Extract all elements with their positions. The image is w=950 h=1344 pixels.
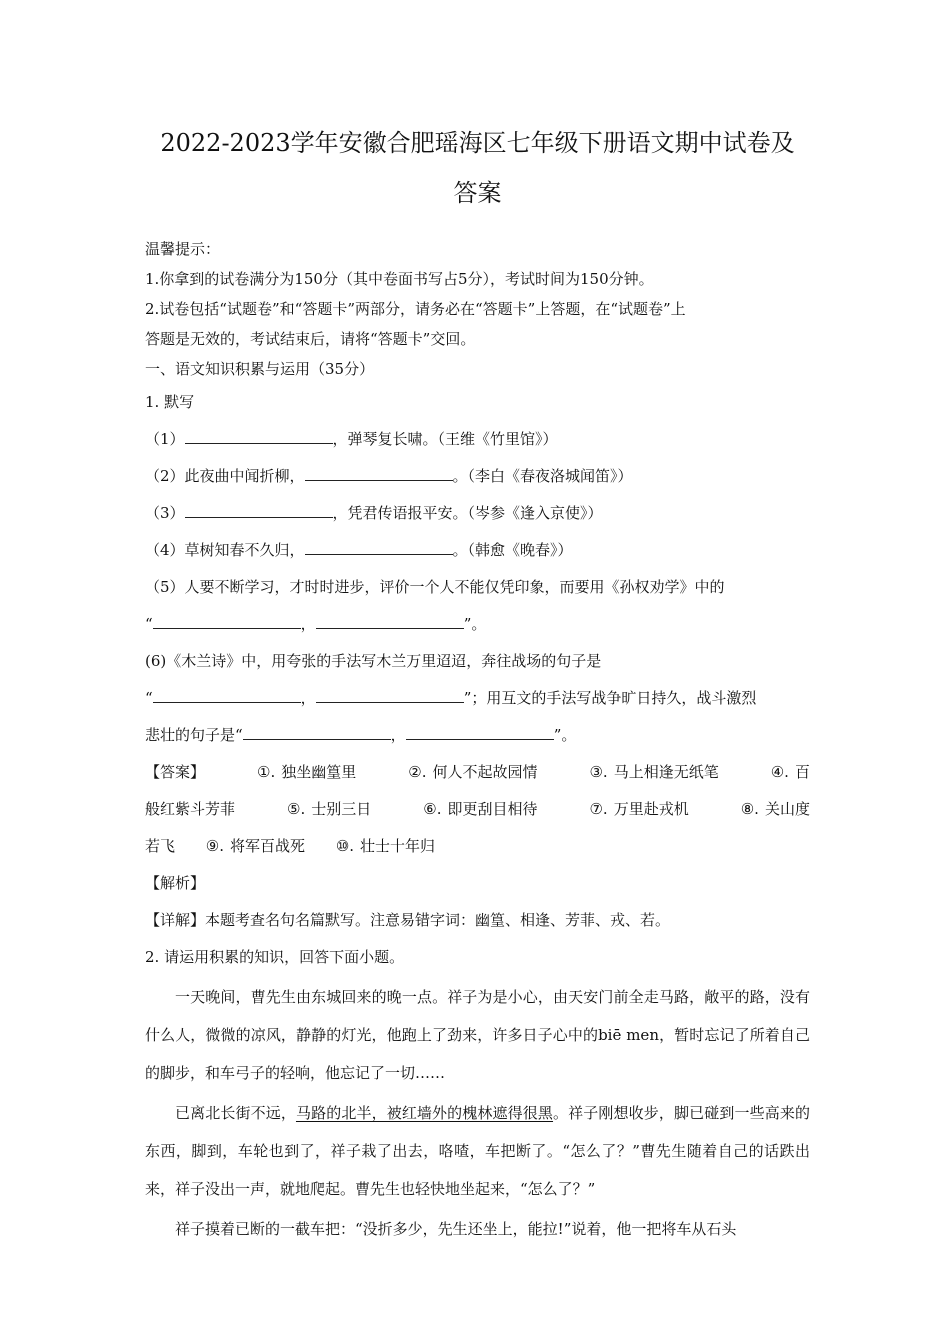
q1-blank-6c xyxy=(243,722,391,740)
tips-item-1: 1.你拿到的试卷满分为150分（其中卷面书写占5分），考试时间为150分钟。 xyxy=(145,270,654,288)
q1-item-6-comma: ， xyxy=(300,689,316,707)
answer-item: 般红紫斗芳菲 xyxy=(145,800,236,818)
q1-item-2 xyxy=(145,458,810,495)
detail-label: 【详解】 xyxy=(145,911,206,929)
q1-item-2-tail: 。（李白《春夜洛城闻笛》） xyxy=(452,467,633,485)
q1-blank-6d xyxy=(406,722,554,740)
question-2-heading: 2. 请运用积累的知识，回答下面小题。 xyxy=(145,948,405,966)
answer-line-2 xyxy=(145,791,810,828)
tips-item-2-line-1: 2.试卷包括“试题卷”和“答题卡”两部分，请务必在“答题卡”上答题，在“试题卷”上 xyxy=(145,300,686,318)
q1-item-3 xyxy=(145,495,810,532)
q1-item-5-open-quote: “ xyxy=(145,615,153,633)
q1-blank-6b xyxy=(316,685,464,703)
passage-paragraph-2 xyxy=(145,1094,810,1208)
tips-heading: 温馨提示： xyxy=(145,240,221,258)
detail-block xyxy=(145,902,810,939)
q1-item-4-text: （4）草树知春不久归， xyxy=(145,541,305,559)
answer-item: ⑥. 即更刮目相待 xyxy=(423,800,538,818)
tips-block xyxy=(145,234,810,354)
answer-block xyxy=(145,754,810,865)
answer-item: 若飞 xyxy=(145,837,176,855)
answer-label: 【答案】 xyxy=(145,763,206,781)
q1-item-6-line-3 xyxy=(145,717,810,754)
answer-item: ③. 马上相逢无纸笔 xyxy=(589,763,719,781)
document-page xyxy=(145,118,810,1248)
q1-item-6-line-1: (6)《木兰诗》中，用夸张的手法写木兰万里迢迢，奔往战场的句子是 xyxy=(145,652,602,670)
page-title xyxy=(145,118,810,218)
q1-blank-4 xyxy=(305,537,453,555)
answer-item: ④. 百 xyxy=(770,763,810,781)
analysis-label: 【解析】 xyxy=(145,874,206,892)
answer-item: ⑤. 士别三日 xyxy=(287,800,372,818)
answer-item: ①. 独坐幽篁里 xyxy=(257,763,357,781)
q1-item-6-line-2 xyxy=(145,680,810,717)
q1-item-1 xyxy=(145,421,810,458)
answer-item: ⑨. 将军百战死 xyxy=(205,837,306,855)
passage-2-text-a: 已离北长街不远， xyxy=(175,1104,296,1122)
q1-item-6-open-quote: “ xyxy=(145,689,153,707)
q1-item-5-close-quote: ”。 xyxy=(463,615,487,633)
q1-item-4 xyxy=(145,532,810,569)
title-line-2: 答案 xyxy=(453,179,502,207)
tips-item-2-line-2: 答题是无效的，考试结束后，请将“答题卡”交回。 xyxy=(145,330,476,348)
q1-blank-2 xyxy=(305,463,453,481)
q1-item-5-line-1: （5）人要不断学习，才时时进步，评价一个人不能仅凭印象，而要用《孙权劝学》中的 xyxy=(145,578,725,596)
question-2 xyxy=(145,939,810,1248)
q1-item-6-text: ”；用互文的手法写战争旷日持久，战斗激烈 xyxy=(463,689,757,707)
q1-item-3-text: ，凭君传语报平安。（岑参《逢入京使》） xyxy=(332,504,603,522)
q1-item-2-text: （2）此夜曲中闻折柳， xyxy=(145,467,305,485)
answer-line-1 xyxy=(145,754,810,791)
q1-blank-5a xyxy=(153,611,301,629)
q1-item-4-tail: 。（韩愈《晚春》） xyxy=(452,541,573,559)
q1-blank-5b xyxy=(316,611,464,629)
q1-item-5-line-2 xyxy=(145,606,810,643)
answer-item: ⑩. 壮士十年归 xyxy=(335,837,436,855)
q1-blank-6a xyxy=(153,685,301,703)
title-line-1: 2022-2023学年安徽合肥瑶海区七年级下册语文期中试卷及 xyxy=(160,129,795,157)
q1-item-5-comma: ， xyxy=(300,615,316,633)
detail-text: 本题考查名句名篇默写。注意易错字词：幽篁、相逢、芳菲、戎、若。 xyxy=(205,911,671,929)
q1-blank-3 xyxy=(185,500,333,518)
q1-item-6-line-3-close: ”。 xyxy=(553,726,577,744)
passage-2-text-b: 。祥子刚想收步，脚已碰到一些高来的东西，脚到，车轮也到了，祥子栽了出去，咯喳，车把断了。“怎么了？”曹先生随着自己的话跌出来，祥子没出一声，就地爬起。曹先生也轻快地坐起来，“怎么了？” xyxy=(145,1104,810,1198)
q1-item-1-number: （1） xyxy=(145,430,185,448)
underlined-sentence: 马路的北半，被红墙外的槐林遮得很黑 xyxy=(295,1104,554,1122)
question-1 xyxy=(145,384,810,754)
q1-item-6-line-3-text: 悲壮的句子是“ xyxy=(145,726,243,744)
answer-item: ⑦. 万里赴戎机 xyxy=(589,800,689,818)
q1-item-3-number: （3） xyxy=(145,504,185,522)
q1-item-6-line-3-comma: ， xyxy=(390,726,406,744)
question-1-heading: 1. 默写 xyxy=(145,393,195,411)
answer-item: ②. 何人不起故园情 xyxy=(408,763,538,781)
passage-paragraph-3: 祥子摸着已断的一截车把：“没折多少，先生还坐上，能拉!”说着，他一把将车从石头 xyxy=(175,1220,737,1238)
q1-blank-1 xyxy=(185,426,333,444)
q1-item-1-text: ，弹琴复长啸。（王维《竹里馆》） xyxy=(332,430,558,448)
answer-item: ⑧. 关山度 xyxy=(740,800,810,818)
passage-paragraph-1: 一天晚间，曹先生由东城回来的晚一点。祥子为是小心，由天安门前全走马路，敞平的路，没有什么人，微微的凉风，静静的灯光，他跑上了劲来，许多日子心中的biē men，暂时忘记了所着自己的脚步，和车弓子的轻响，他忘记了一切…… xyxy=(145,988,810,1082)
answer-line-3 xyxy=(145,828,810,865)
section-1-heading: 一、语文知识积累与运用（35分） xyxy=(145,360,375,378)
